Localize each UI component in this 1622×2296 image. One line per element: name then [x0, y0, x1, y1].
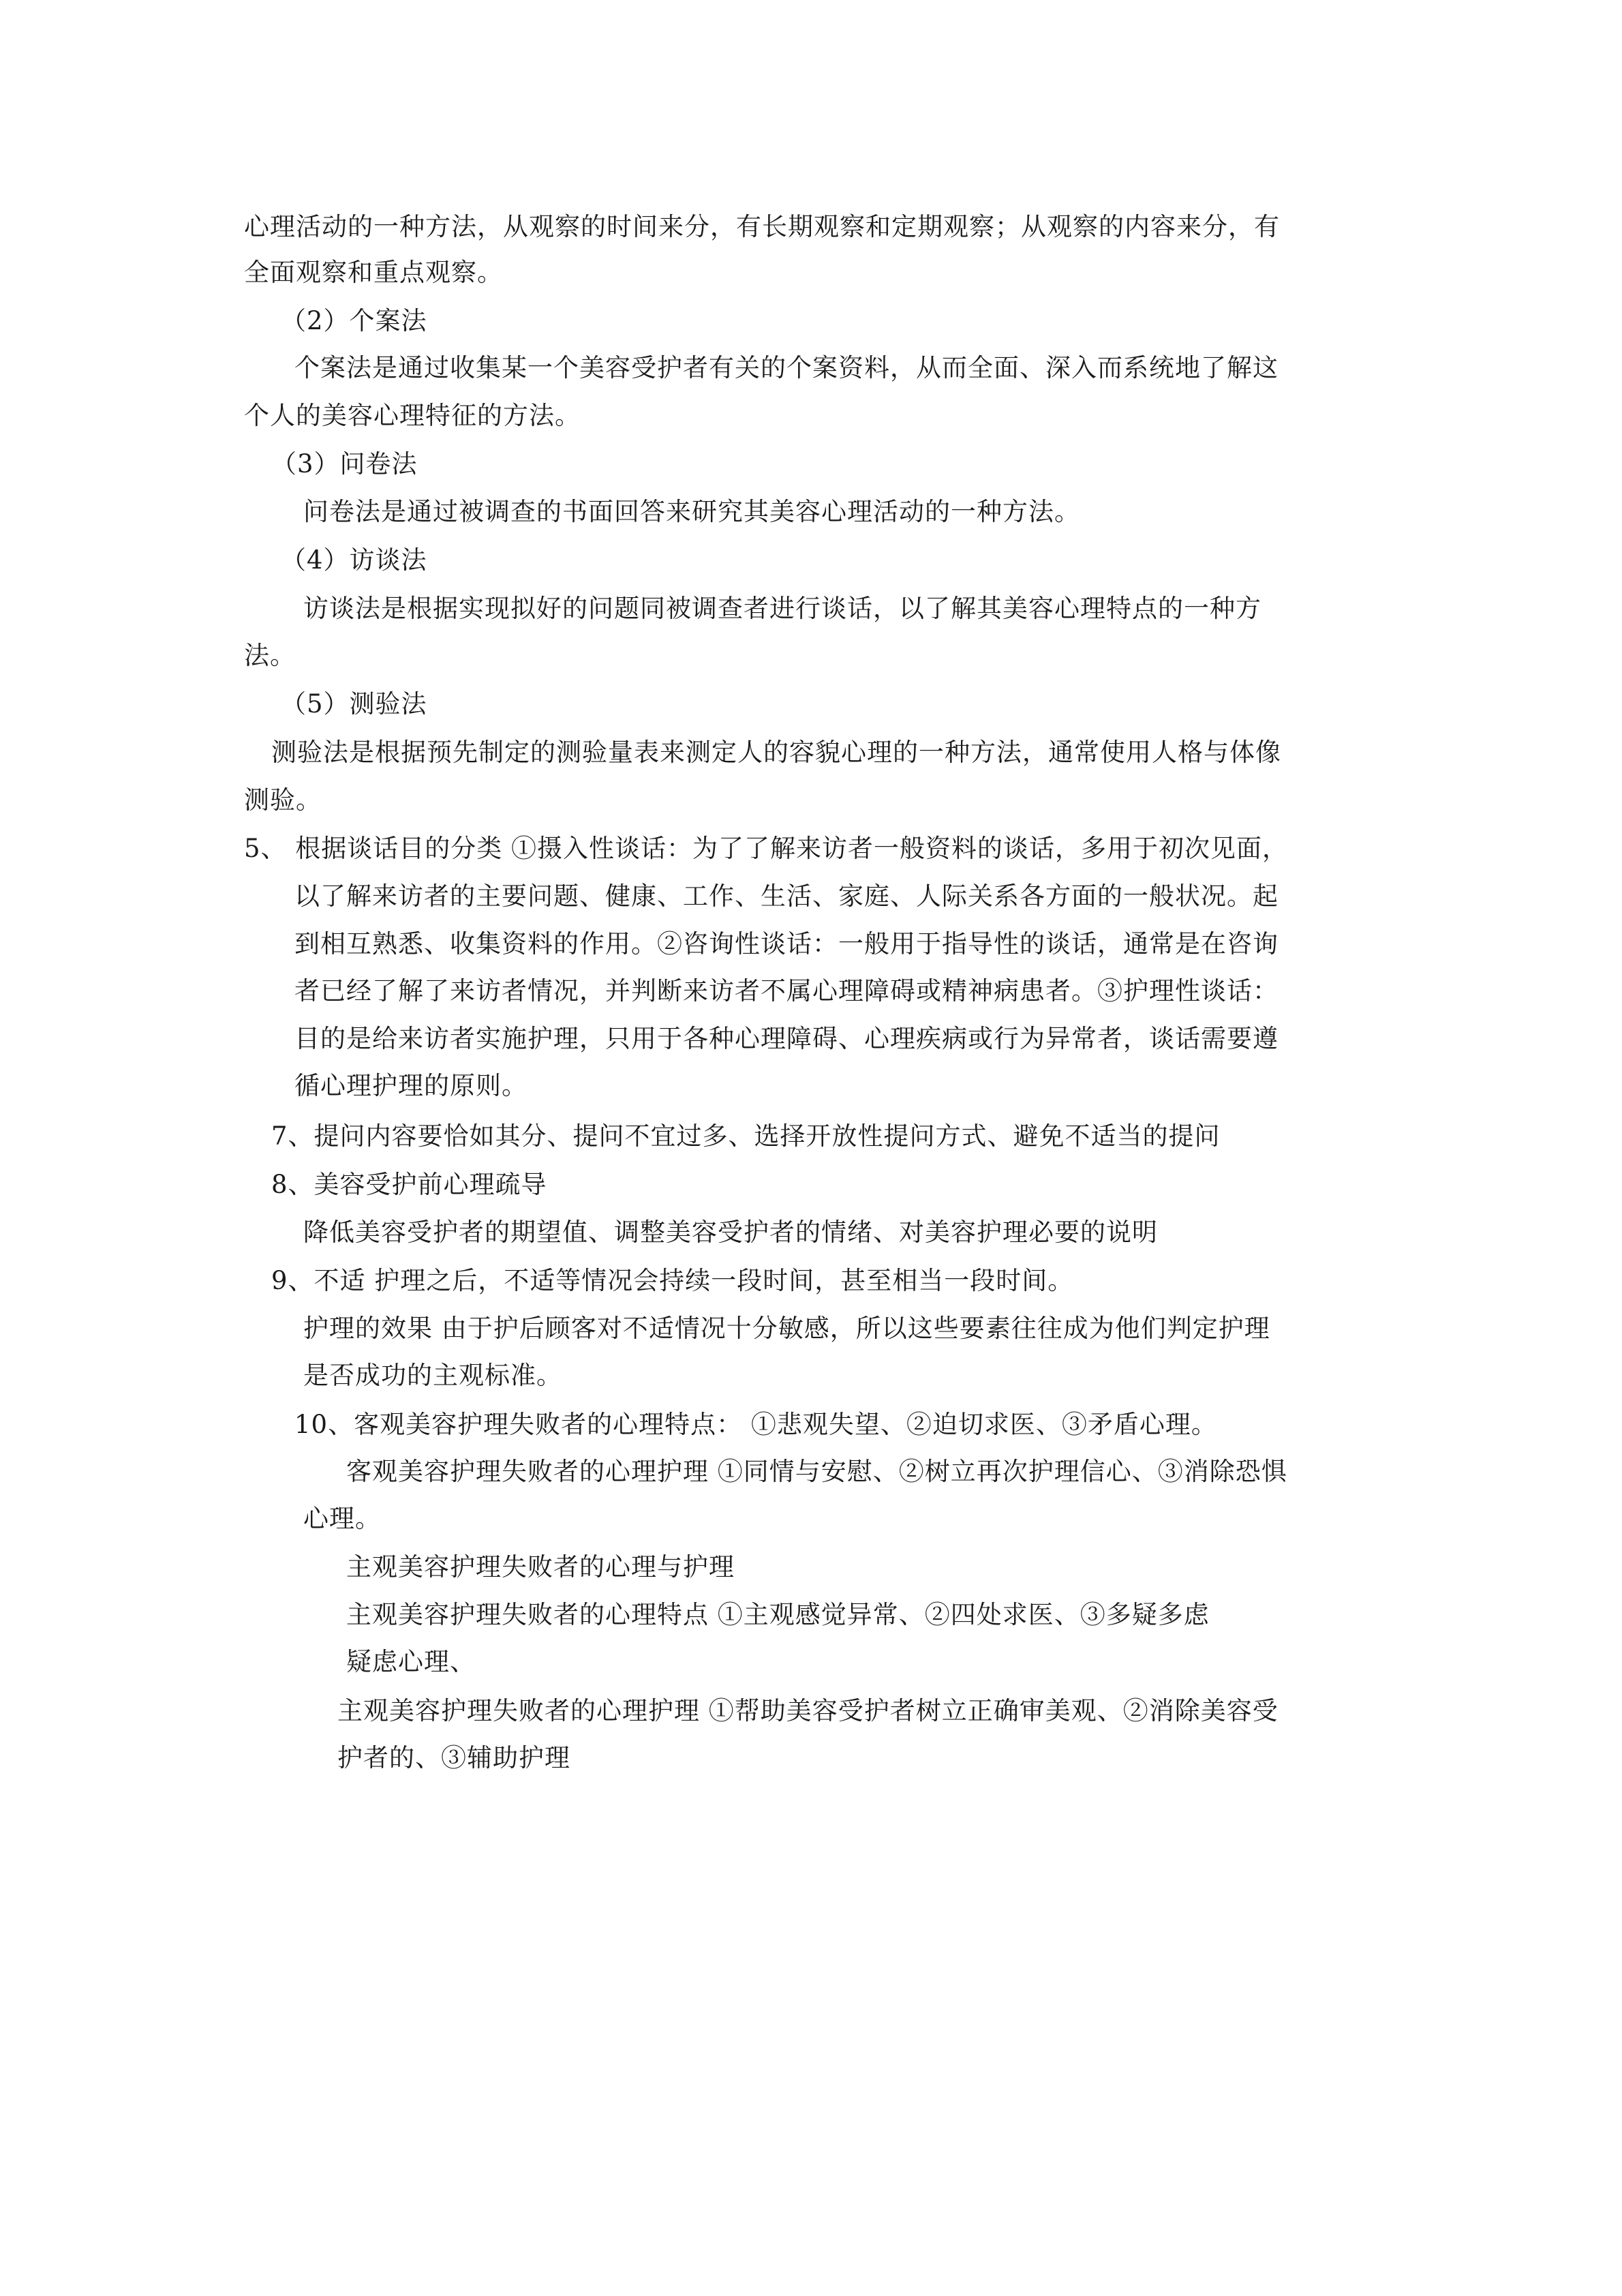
section-heading: （5）测验法 [281, 689, 427, 719]
text-line: 主观美容护理失败者的心理护理 ①帮助美容受护者树立正确审美观、②消除美容受 [337, 1696, 1279, 1725]
text-line: 10、客观美容护理失败者的心理特点： ①悲观失望、②迫切求医、③矛盾心理。 [294, 1410, 1217, 1439]
text-line: 客观美容护理失败者的心理护理 ①同情与安慰、②树立再次护理信心、③消除恐惧 [346, 1457, 1287, 1486]
text-line: 目的是给来访者实施护理，只用于各种心理障碍、心理疾病或行为异常者，谈话需要遵 [294, 1024, 1279, 1053]
text-line: 测验。 [244, 785, 322, 815]
section-heading: （3）问卷法 [271, 449, 418, 479]
text-line: 个案法是通过收集某一个美容受护者有关的个案资料，从而全面、深入而系统地了解这 [294, 353, 1279, 382]
text-line: 个人的美容心理特征的方法。 [244, 401, 581, 430]
text-line: 问卷法是通过被调查的书面回答来研究其美容心理活动的一种方法。 [303, 497, 1080, 526]
text-line: 全面观察和重点观察。 [244, 258, 503, 287]
text-line: 7、提问内容要恰如其分、提问不宜过多、选择开放性提问方式、避免不适当的提问 [271, 1121, 1221, 1151]
text-line: 护者的、③辅助护理 [337, 1743, 570, 1772]
text-line: 循心理护理的原则。 [294, 1071, 527, 1100]
text-line: 疑虑心理、 [346, 1647, 476, 1676]
text-line: 访谈法是根据实现拟好的问题同被调查者进行谈话，以了解其美容心理特点的一种方 [303, 594, 1261, 623]
text-line: 是否成功的主观标准。 [303, 1361, 562, 1390]
text-line: 法。 [244, 641, 296, 670]
text-line: 测验法是根据预先制定的测验量表来测定人的容貌心理的一种方法，通常使用人格与体像 [271, 738, 1281, 767]
text-line: 心理。 [303, 1504, 381, 1533]
text-line: 护理的效果 由于护后顾客对不适情况十分敏感，所以这些要素往往成为他们判定护理 [303, 1314, 1270, 1343]
section-heading: （2）个案法 [281, 306, 427, 335]
text-line: 以了解来访者的主要问题、健康、工作、生活、家庭、人际关系各方面的一般状况。起 [294, 881, 1279, 911]
text-line: 降低美容受护者的期望值、调整美容受护者的情绪、对美容护理必要的说明 [303, 1218, 1158, 1247]
text-line: 9、不适 护理之后，不适等情况会持续一段时间，甚至相当一段时间。 [271, 1266, 1074, 1295]
section-heading: （4）访谈法 [281, 545, 427, 575]
section-heading: 主观美容护理失败者的心理与护理 [346, 1552, 735, 1582]
text-line: 到相互熟悉、收集资料的作用。②咨询性谈话：一般用于指导性的谈话，通常是在咨询 [294, 929, 1279, 958]
text-line: 5、 根据谈话目的分类 ①摄入性谈话：为了了解来访者一般资料的谈话，多用于初次见面， [244, 834, 1289, 863]
section-heading: 8、美容受护前心理疏导 [271, 1170, 547, 1199]
text-line: 者已经了解了来访者情况，并判断来访者不属心理障碍或精神病患者。③护理性谈话： [294, 976, 1279, 1006]
text-line: 主观美容护理失败者的心理特点 ①主观感觉异常、②四处求医、③多疑多虑 [346, 1600, 1210, 1629]
text-line: 心理活动的一种方法，从观察的时间来分，有长期观察和定期观察；从观察的内容来分，有 [244, 212, 1280, 241]
